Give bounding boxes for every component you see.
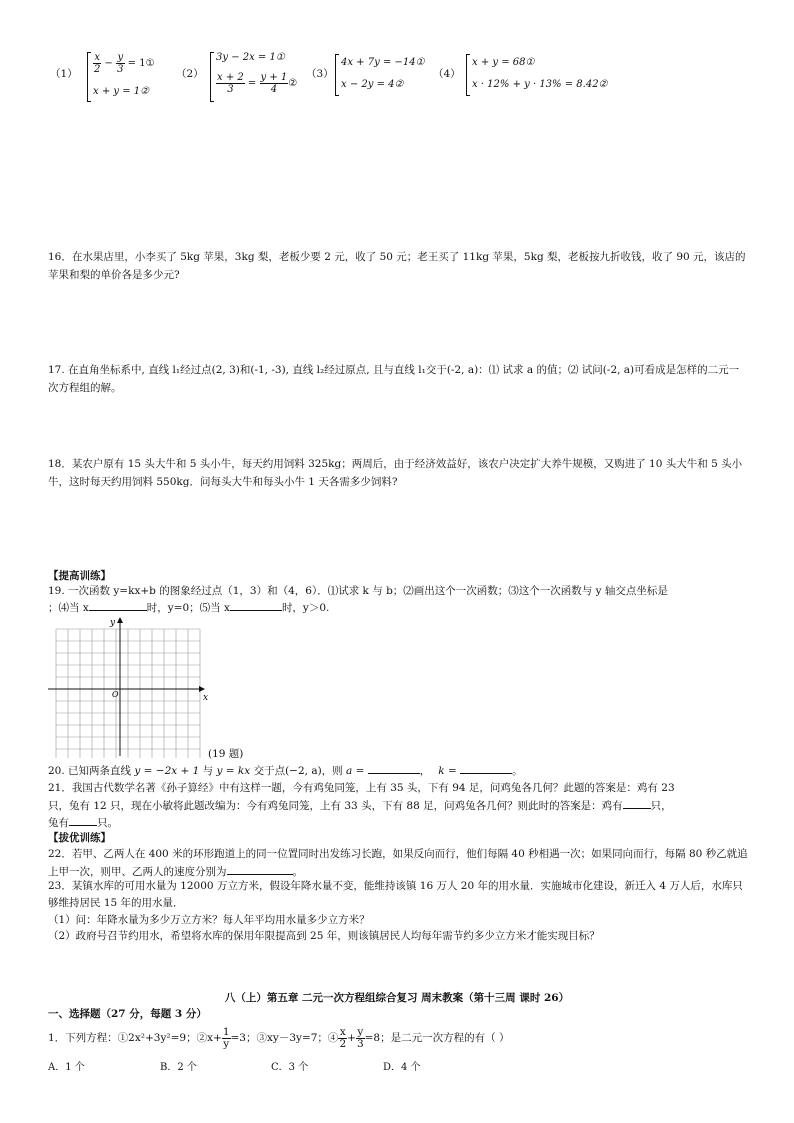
y-axis-arrow	[117, 617, 123, 623]
system-3-eq2: x − 2y = 4②	[341, 79, 404, 90]
system-3-eq1: 4x + 7y = −14①	[341, 57, 425, 68]
question-23-part2: （2）政府号召节约用水，希望将水库的保用年限提高到 25 年，则该镇居民人均每年需节约多少立方米才能实现目标？	[48, 930, 600, 942]
system-3-brace	[335, 54, 339, 96]
system-2-eq1: 3y − 2x = 1①	[216, 52, 285, 63]
question-17: 17. 在直角坐标系中, 直线 l₁经过点(2, 3)和(-1, -3), 直线 l₂经过原点, 且与直线 l₁交于(-2, a)：⑴ 试求 a 的值；⑵ 试问(-2, a)可看成是怎样的二元一次方程组的解。	[48, 364, 740, 394]
system-4-eq1: x + y = 68①	[472, 57, 535, 68]
question-19-line2: ；⑷当 x 时，y=0；⑸当 x 时，y＞0.	[48, 599, 748, 616]
origin-label: O	[112, 690, 119, 699]
lesson-heading: 八（上）第五章 二元一次方程组综合复习 周末教案（第十三周 课时 26）	[224, 992, 570, 1004]
graph-caption: (19 题)	[208, 748, 244, 760]
option-a[interactable]: A．1 个	[48, 1062, 85, 1073]
system-1-eq2: x + y = 1②	[93, 86, 150, 97]
y-axis-label: y	[110, 618, 116, 628]
fraction: $\frac{x + 2}{3}$	[217, 72, 244, 95]
fraction: $\frac{y}{3}$	[356, 1025, 364, 1050]
answer-blank[interactable]	[227, 863, 293, 875]
answer-blank[interactable]	[623, 797, 651, 809]
system-1-brace	[87, 52, 91, 102]
system-4-label: （4）	[433, 68, 461, 80]
question-16: 16．在水果店里，小李买了 5kg 苹果，3kg 梨，老板少要 2 元，收了 50 元；老王买了 11kg 苹果，5kg 梨，老板按九折收钱，收了 90 元，该店的苹果和梨的单价各是多少元?	[48, 251, 746, 281]
fraction: $\frac{x}{2}$	[339, 1025, 347, 1050]
question-1: 1．下列方程：①2x²+3y²=9；②x+ $\frac{1}{y}$ =3；③xy－3y=7；④ $\frac{x}{2}$ + $\frac{y}{3}$ =8；是二元一次方程的有（ ）	[48, 1025, 510, 1050]
answer-blank[interactable]	[69, 814, 97, 826]
system-1-eq1: $\frac{x}{2}$ − $\frac{y}{3}$ = 1①	[94, 52, 155, 75]
part-one-heading: 一、选择题（27 分，每题 3 分）	[48, 1008, 207, 1020]
system-3-label: （3）	[306, 68, 334, 80]
x-axis-arrow	[199, 686, 205, 692]
system-2-brace	[210, 52, 214, 102]
question-23-part1: （1）问：年降水量为多少万立方米？每人年平均用水量多少立方米？	[48, 914, 370, 926]
question-20: 20. 已知两条直线 y = −2x + 1 与 y = kx 交于点(−2, a)，则 a = ， k = 。	[48, 762, 748, 779]
question-22: 22．若甲、乙两人在 400 米的环形跑道上的同一位置同时出发练习长跑，如果反向而行，他们每隔 40 秒相遇一次；如果同向而行，每隔 80 秒乙就追上甲一次，则甲、乙两人的速度分别为 。	[48, 848, 748, 878]
option-d[interactable]: D．4 个	[383, 1062, 421, 1073]
section-heading-excellence: 【拔优训练】	[48, 832, 111, 844]
answer-blank[interactable]	[368, 762, 420, 774]
option-c[interactable]: C．3 个	[271, 1062, 309, 1073]
question-23: 23．某镇水库的可用水量为 12000 万立方米，假设年降水量不变，能维持该镇 16 万人 20 年的用水量．实施城市化建设，新迁入 4 万人后，水库只够维持居民 15 年的用水量．	[48, 880, 743, 909]
answer-blank[interactable]	[460, 762, 512, 774]
system-4-brace	[466, 54, 470, 96]
fraction: $\frac{y + 1}{4}$	[260, 72, 288, 95]
x-axis-label: x	[203, 693, 208, 703]
question-18: 18．某农户原有 15 头大牛和 5 头小牛，每天约用饲料 325kg；两周后，由于经济效益好，该农户决定扩大养牛规模，又购进了 10 头大牛和 5 头小牛，这时每天约用饲料 550kg．问每头大牛和每头小牛 1 天各需多少饲料?	[48, 458, 743, 488]
answer-blank[interactable]	[89, 599, 147, 611]
system-2-label: （2）	[176, 68, 204, 80]
system-4-eq2: x · 12% + y · 13% = 8.42②	[472, 79, 608, 90]
question-21-line3: 兔有 只。	[48, 814, 748, 831]
answer-blank[interactable]	[230, 599, 282, 611]
coordinate-grid	[48, 616, 208, 758]
fraction: $\frac{y}{3}$	[117, 52, 124, 75]
section-heading-advanced: 【提高训练】	[48, 570, 111, 582]
system-2-eq2: $\frac{x + 2}{3}$ = $\frac{y + 1}{4}$ ②	[217, 72, 298, 95]
question-19-line1: 19. 一次函数 y=kx+b 的图象经过点（1，3）和（4，6）．⑴试求 k 与 b；⑵画出这个一次函数；⑶这个一次函数与 y 轴交点坐标是	[48, 585, 668, 597]
grid-svg	[48, 616, 208, 758]
option-b[interactable]: B．2 个	[160, 1062, 197, 1073]
question-21-line2: 只，兔有 12 只，现在小敏将此题改编为：今有鸡兔同笼，上有 33 头，下有 88 足，问鸡兔各几何？则此时的答案是：鸡有 只，	[48, 797, 748, 814]
system-1-label: （1）	[50, 68, 78, 80]
question-21-line1: 21．我国古代数学名著《孙子算经》中有这样一题，今有鸡兔同笼，上有 35 头，下有 94 足，问鸡兔各几何？此题的答案是：鸡有 23	[48, 782, 675, 794]
fraction: $\frac{1}{y}$	[222, 1025, 230, 1050]
fraction: $\frac{x}{2}$	[94, 52, 101, 75]
